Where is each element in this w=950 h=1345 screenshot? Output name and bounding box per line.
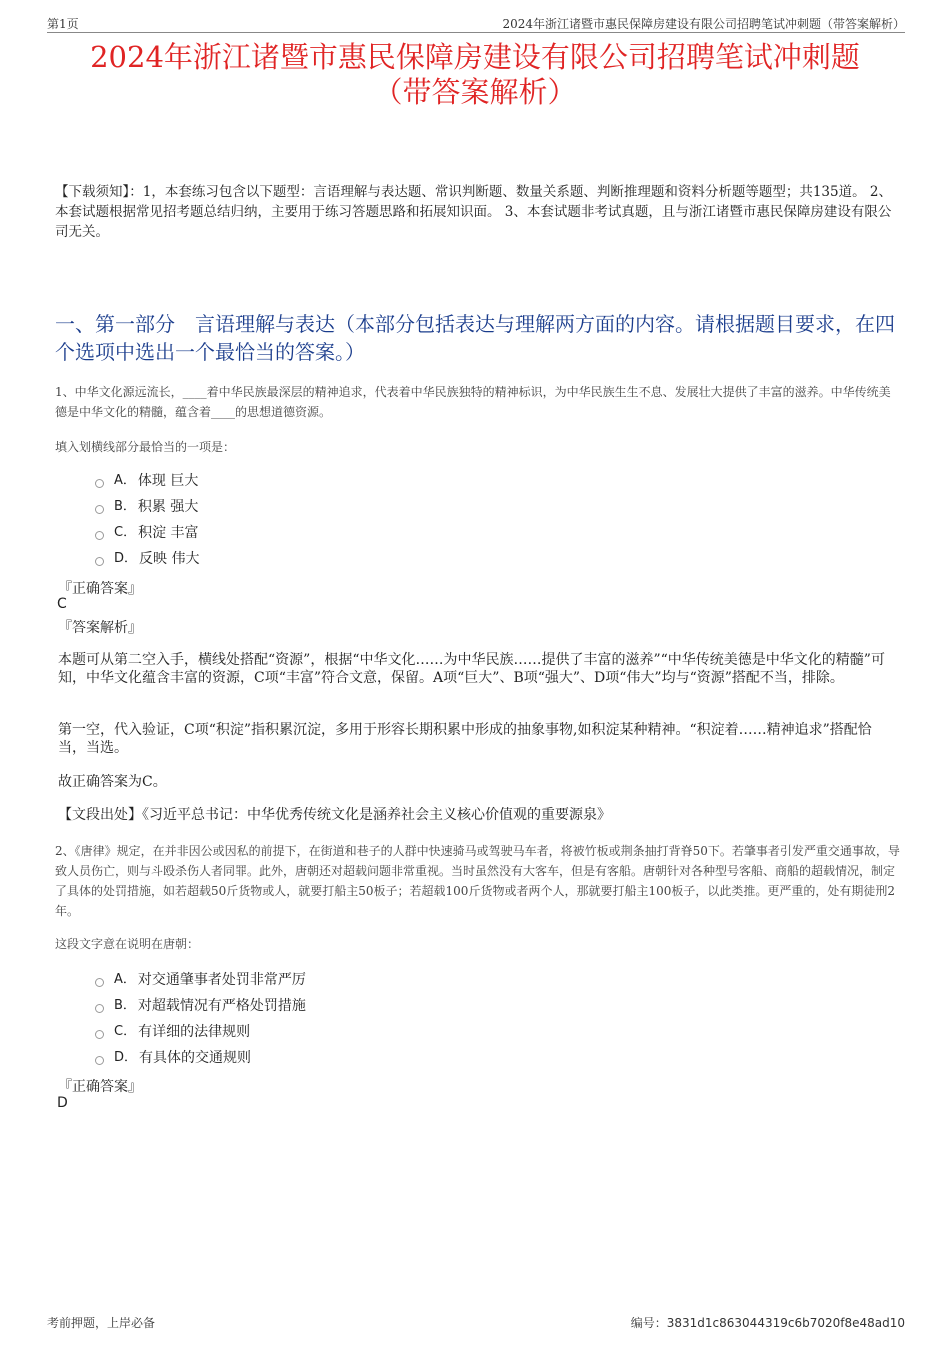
radio-icon[interactable]	[95, 557, 104, 566]
option-letter: D．	[114, 551, 138, 566]
question-2-prompt: 这段文字意在说明在唐朝：	[55, 937, 200, 951]
footer-code	[631, 1314, 905, 1331]
download-notice: 【下载须知】：1，本套练习包含以下题型：言语理解与表达题、常识判断题、数量关系题、判断推理题和资料分析题等题型；共135道。 2、本套试题根据常见招考题总结归纳，主要用于练习答题思路和拓展知识面。 3、本套试题非考试真题，且与浙江诸暨市惠民保障房建设有限公司无关。	[55, 184, 892, 240]
question-1-prompt: 填入划横线部分最恰当的一项是：	[55, 440, 236, 454]
option-text: 积累 强大	[137, 499, 199, 515]
document-title-line2: （带答案解析）	[373, 75, 577, 109]
option-letter: C．	[114, 525, 137, 540]
question-1-option-d[interactable]	[95, 546, 199, 572]
question-1-options	[95, 468, 199, 572]
footer-slogan: 考前押题，上岸必备	[47, 1316, 156, 1330]
option-text: 反映 伟大	[139, 551, 200, 567]
section-title: 一、第一部分 言语理解与表达（本部分包括表达与理解两方面的内容。请根据题目要求，在四个选项中选出一个最恰当的答案。）	[55, 312, 895, 364]
option-text: 有详细的法律规则	[138, 1024, 251, 1040]
option-text: 有具体的交通规则	[139, 1050, 252, 1066]
option-text: 积淀 丰富	[138, 525, 199, 541]
page-header	[47, 14, 905, 33]
question-1-option-a[interactable]	[95, 468, 199, 494]
question-2-stem: 2、《唐律》规定，在并非因公或因私的前提下，在街道和巷子的人群中快速骑马或驾驶马车者，将被竹板或荆条抽打背脊50下。若肇事者引发严重交通事故，导致人员伤亡，则与斗殴杀伤人者同罪。此外，唐朝还对超载问题非常重视。当时虽然没有大客车，但是有客船。唐朝针对各种型号客船、商船的超载情况，制定了具体的处罚措施，如若超载50斤货物或人，就要打船主50板子；若超载100斤货物或者两个人，那就要打船主100板子，以此类推。更严重的，处有期徒刑2年。	[55, 844, 900, 918]
radio-icon[interactable]	[95, 505, 104, 514]
radio-icon[interactable]	[95, 479, 104, 488]
radio-icon[interactable]	[95, 531, 104, 540]
question-1-stem: 1、中华文化源远流长，____着中华民族最深层的精神追求，代表着中华民族独特的精神标识，为中华民族生生不息、发展壮大提供了丰富的滋养。中华传统美德是中华文化的精髓，蕴含着____的思想道德资源。	[55, 385, 891, 419]
question-1-analysis-label: 『答案解析』	[58, 620, 142, 636]
option-text: 对超载情况有严格处罚措施	[137, 998, 306, 1014]
question-2-option-b[interactable]	[95, 993, 306, 1019]
question-1-analysis-p1: 本题可从第二空入手，横线处搭配“资源”，根据“中华文化……为中华民族……提供了丰富的滋养”“中华传统美德是中华文化的精髓”可知，中华文化蕴含丰富的资源，C项“丰富”符合文意，保留。A项“巨大”、B项“强大”、D项“伟大”均与“资源”搭配不当，排除。	[58, 652, 885, 686]
footer-code-value: 3831d1c863044319c6b7020f8e48ad10	[666, 1316, 905, 1330]
question-2-answer-label: 『正确答案』	[58, 1079, 142, 1095]
question-2-option-d[interactable]	[95, 1045, 306, 1071]
footer-code-label: 编号：	[630, 1316, 667, 1330]
question-1-source: 【文段出处】《习近平总书记：中华优秀传统文化是涵养社会主义核心价值观的重要源泉》	[58, 807, 611, 823]
option-letter: A．	[114, 473, 136, 488]
radio-icon[interactable]	[95, 1056, 104, 1065]
question-2-options	[95, 967, 306, 1071]
option-letter: D．	[114, 1050, 138, 1065]
option-letter: B．	[114, 998, 136, 1013]
question-2-answer: D	[57, 1095, 68, 1111]
option-letter: C．	[114, 1024, 137, 1039]
radio-icon[interactable]	[95, 1030, 104, 1039]
question-1-answer: C	[57, 596, 67, 612]
question-1-option-c[interactable]	[95, 520, 199, 546]
option-letter: B．	[114, 499, 136, 514]
document-title-line1: 2024年浙江诸暨市惠民保障房建设有限公司招聘笔试冲刺题	[90, 40, 860, 74]
document-title	[20, 40, 930, 110]
option-text: 对交通肇事者处罚非常严厉	[137, 972, 306, 988]
page-number: 第1页	[47, 17, 79, 31]
question-1-option-b[interactable]	[95, 494, 199, 520]
option-letter: A．	[114, 972, 136, 987]
question-1-answer-label: 『正确答案』	[58, 581, 142, 597]
question-1-analysis-p2: 第一空，代入验证，C项“积淀”指积累沉淀，多用于形容长期积累中形成的抽象事物,如积淀某种精神。“积淀着……精神追求”搭配恰当，当选。	[58, 722, 872, 756]
header-title: 2024年浙江诸暨市惠民保障房建设有限公司招聘笔试冲刺题（带答案解析）	[502, 17, 905, 31]
radio-icon[interactable]	[95, 1004, 104, 1013]
question-2-option-c[interactable]	[95, 1019, 306, 1045]
radio-icon[interactable]	[95, 978, 104, 987]
question-2-option-a[interactable]	[95, 967, 306, 993]
question-1-analysis-p3: 故正确答案为C。	[58, 774, 167, 790]
option-text: 体现 巨大	[137, 473, 199, 489]
